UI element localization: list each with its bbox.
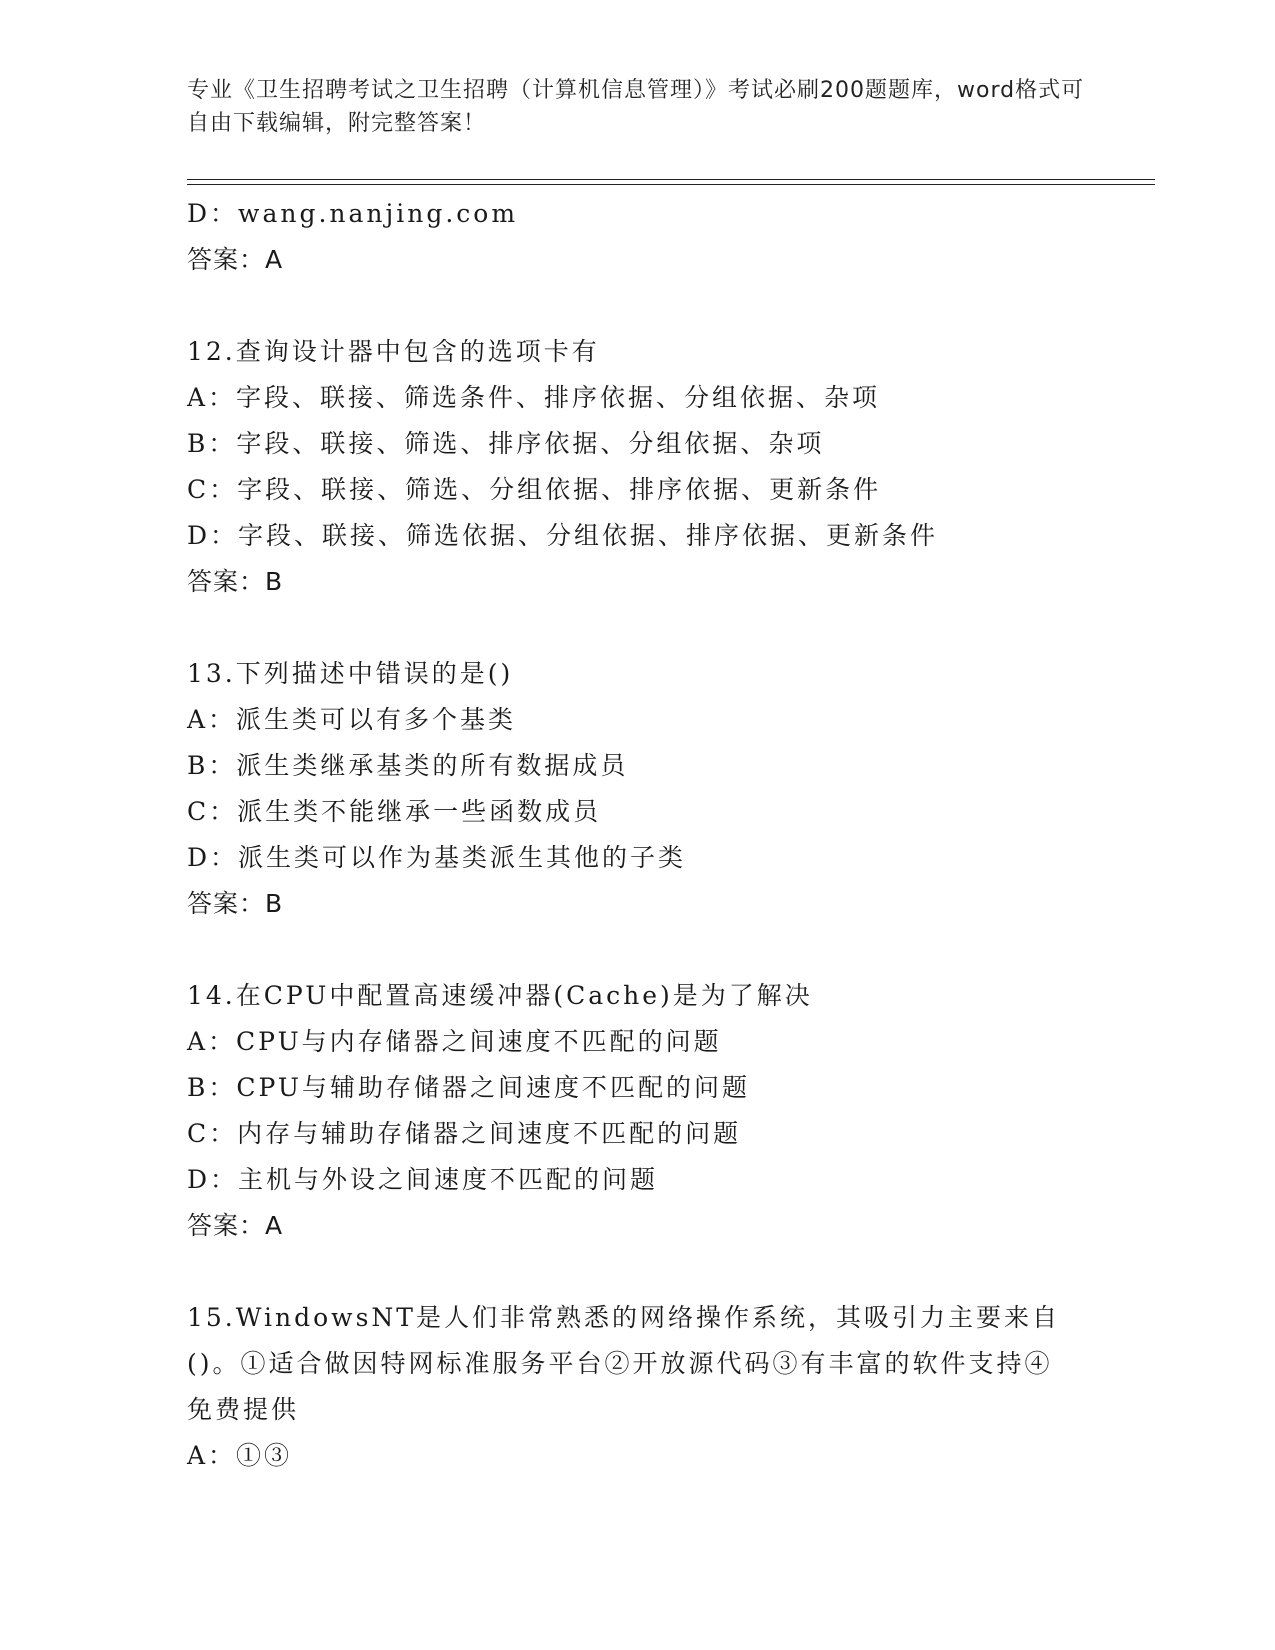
- option-d: D：字段、联接、筛选依据、分组依据、排序依据、更新条件: [187, 521, 939, 550]
- option-b: B：派生类继承基类的所有数据成员: [187, 751, 629, 780]
- question-12: [187, 329, 1107, 605]
- option-b: B：字段、联接、筛选、排序依据、分组依据、杂项: [187, 429, 825, 458]
- question-15: [187, 1295, 1107, 1479]
- answer: 答案：B: [187, 889, 284, 918]
- option-c: C：字段、联接、筛选、分组依据、排序依据、更新条件: [187, 475, 882, 504]
- header-rule-top: [187, 179, 1155, 180]
- option-d-fragment: D：wang.nanjing.com: [187, 199, 519, 228]
- answer-fragment: 答案：A: [187, 245, 284, 274]
- header-rule-bottom: [187, 184, 1155, 185]
- option-a: A：①③: [187, 1441, 293, 1470]
- question-14: [187, 973, 1107, 1249]
- option-a: A：派生类可以有多个基类: [187, 705, 517, 734]
- option-c: C：内存与辅助存储器之间速度不匹配的问题: [187, 1119, 742, 1148]
- question-title: 14.在CPU中配置高速缓冲器(Cache)是为了解决: [187, 981, 813, 1010]
- answer: 答案：B: [187, 567, 284, 596]
- option-d: D：派生类可以作为基类派生其他的子类: [187, 843, 687, 872]
- option-d: D：主机与外设之间速度不匹配的问题: [187, 1165, 659, 1194]
- option-a: A：字段、联接、筛选条件、排序依据、分组依据、杂项: [187, 383, 881, 412]
- document-header: 专业《卫生招聘考试之卫生招聘（计算机信息管理）》考试必刷200题题库，word格式可自由下载编辑，附完整答案！: [187, 78, 1085, 136]
- option-b: B：CPU与辅助存储器之间速度不匹配的问题: [187, 1073, 750, 1102]
- document-body: [187, 191, 1107, 1479]
- option-a: A：CPU与内存储器之间速度不匹配的问题: [187, 1027, 722, 1056]
- question-title: 13.下列描述中错误的是(): [187, 659, 514, 688]
- question-13: [187, 651, 1107, 927]
- question-title: 15.WindowsNT是人们非常熟悉的网络操作系统，其吸引力主要来自()。①适合做因特网标准服务平台②开放源代码③有丰富的软件支持④免费提供: [187, 1303, 1060, 1424]
- question-title: 12.查询设计器中包含的选项卡有: [187, 337, 600, 366]
- answer: 答案：A: [187, 1211, 284, 1240]
- option-c: C：派生类不能继承一些函数成员: [187, 797, 602, 826]
